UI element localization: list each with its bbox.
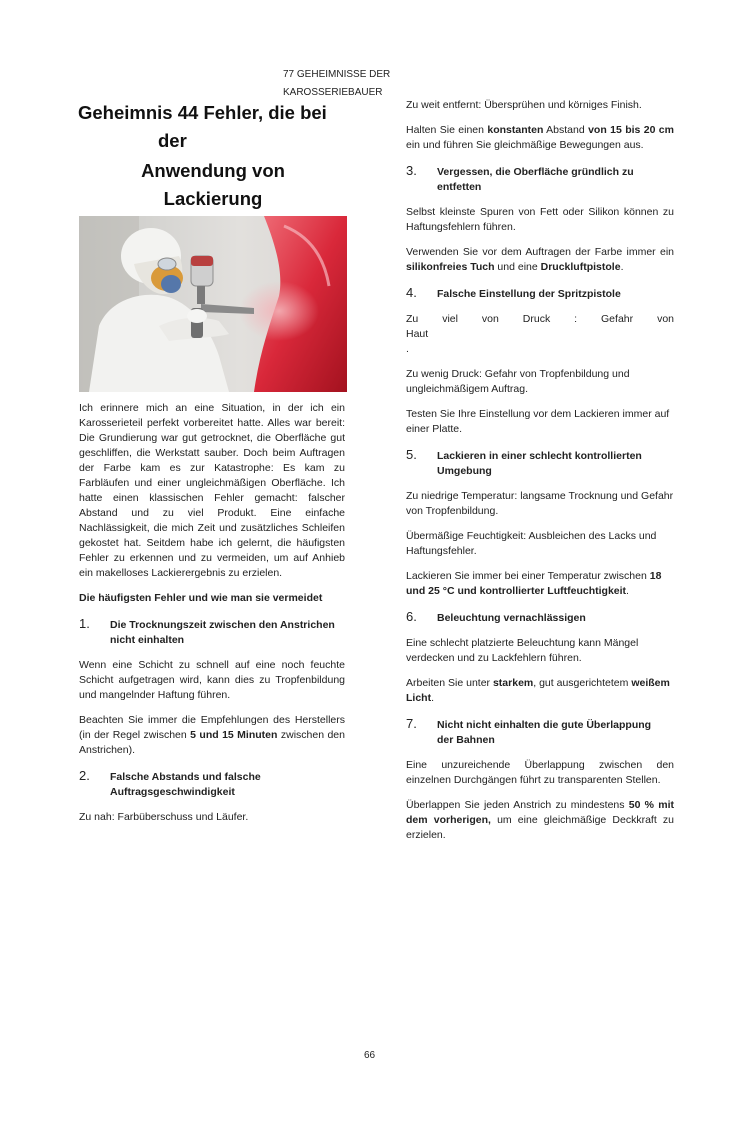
title-line-2: der xyxy=(158,130,187,151)
section-title: Die häufigsten Fehler und wie man sie vermeidet xyxy=(79,592,323,604)
running-header: 77 GEHEIMNISSE DER KAROSSERIEBAUER xyxy=(283,69,391,98)
paragraph: Lackieren Sie immer bei einer Temperatur zwischen 18 und 25 °C und kontrollierter Luftfeuchtigkeit. xyxy=(406,570,662,597)
list-item xyxy=(406,163,674,195)
intro-paragraph: Ich erinnere mich an eine Situation, in der ich ein Karosserieteil perfekt vorbereitet hatte. Alles war bereit: Die Grundierung war gut getrocknet, die Oberfläche gut geschliffen, die Werkstatt sauber. Doch beim Auftragen der Farbe kam es zur Katastrophe: Es kam zu Farbläufen und einer ungleichmäßigen Oberfläche. Ich hatte einen klassischen Fehler gemacht: falscher Abstand und zu viel Produkt. Eine einfache Nachlässigkeit, die mich Zeit und zusätzliches Schleifen gekostet hat. Seitdem habe ich gelernt, die häufigsten Fehler zu erkennen und zu vermeiden, um auf Anhieb ein makelloses Lackierergebnis zu erzielen. xyxy=(79,402,345,579)
item-number: 3. xyxy=(406,163,417,178)
paragraph: Zu wenig Druck: Gefahr von Tropfenbildung und ungleichmäßigem Auftrag. xyxy=(406,368,630,395)
paragraph: Eine unzureichende Überlappung zwischen den einzelnen Durchgängen führt zu transparenten Stellen. xyxy=(406,759,674,786)
paragraph: Arbeiten Sie unter starkem, gut ausgerichtetem weißem Licht. xyxy=(406,677,670,704)
left-column xyxy=(79,401,345,835)
list-item xyxy=(406,285,674,302)
list-item xyxy=(79,616,345,648)
painter-illustration xyxy=(79,216,347,392)
title-line-4: Lackierung xyxy=(163,188,263,209)
item-number: 6. xyxy=(406,609,417,624)
paragraph: Zu nah: Farbüberschuss und Läufer. xyxy=(79,811,249,823)
paragraph: Selbst kleinste Spuren von Fett oder Silikon können zu Haftungsfehlern führen. xyxy=(406,206,674,233)
painter-photo xyxy=(79,216,347,392)
title-line-1: Geheimnis 44 Fehler, die bei xyxy=(78,102,327,123)
item-label: Die Trocknungszeit zwischen den Anstrichen nicht einhalten xyxy=(110,619,335,646)
chapter-title xyxy=(78,99,348,213)
paragraph: Verwenden Sie vor dem Auftragen der Farbe immer ein silikonfreies Tuch und eine Druckluftpistole. xyxy=(406,246,674,273)
paragraph: Wenn eine Schicht zu schnell auf eine noch feuchte Schicht aufgetragen wird, kann dies zu Tropfenbildung und mangelnder Haftung führen. xyxy=(79,659,345,701)
list-item xyxy=(79,768,345,800)
item-number: 7. xyxy=(406,716,417,731)
paragraph: Zu viel von Druck : Gefahr von Haut . xyxy=(406,313,674,355)
page-number: 66 xyxy=(364,1050,376,1061)
item-label: Falsche Abstands und falsche Auftragsgeschwindigkeit xyxy=(110,771,261,798)
paragraph: Zu niedrige Temperatur: langsame Trocknung und Gefahr von Tropfenbildung. xyxy=(406,490,674,517)
paragraph: Testen Sie Ihre Einstellung vor dem Lackieren immer auf einer Platte. xyxy=(406,408,670,435)
paragraph: Zu weit entfernt: Übersprühen und körniges Finish. xyxy=(406,99,642,111)
title-line-3: Anwendung von xyxy=(141,160,285,181)
item-number: 2. xyxy=(79,768,90,783)
paragraph: Beachten Sie immer die Empfehlungen des Herstellers (in der Regel zwischen 5 und 15 Minuten zwischen den Anstrichen). xyxy=(79,714,345,756)
paragraph: Eine schlecht platzierte Beleuchtung kann Mängel verdecken und zu Lackfehlern führen. xyxy=(406,637,639,664)
item-number: 5. xyxy=(406,447,417,462)
list-item xyxy=(406,716,674,748)
paragraph: Überlappen Sie jeden Anstrich zu mindestens 50 % mit dem vorherigen, um eine gleichmäßige Deckkraft zu erzielen. xyxy=(406,799,674,841)
item-label: Beleuchtung vernachlässigen xyxy=(437,612,586,624)
list-item xyxy=(406,609,674,626)
list-item xyxy=(406,447,674,479)
item-label: Lackieren in einer schlecht kontrollierten Umgebung xyxy=(437,450,642,477)
right-column xyxy=(406,98,674,853)
item-label: Falsche Einstellung der Spritzpistole xyxy=(437,288,621,300)
paragraph: Halten Sie einen konstanten Abstand von 15 bis 20 cm ein und führen Sie gleichmäßige Bewegungen aus. xyxy=(406,124,674,151)
item-label: Nicht nicht einhalten die gute Überlappung der Bahnen xyxy=(437,719,652,746)
item-number: 1. xyxy=(79,616,90,631)
paragraph: Übermäßige Feuchtigkeit: Ausbleichen des Lacks und Haftungsfehler. xyxy=(406,530,657,557)
item-label: Vergessen, die Oberfläche gründlich zu entfetten xyxy=(437,166,634,193)
item-number: 4. xyxy=(406,285,417,300)
